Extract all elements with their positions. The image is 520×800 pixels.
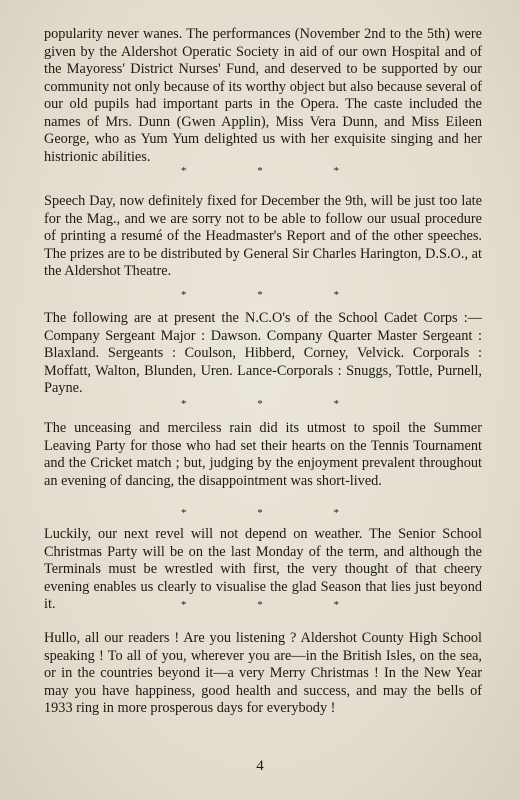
separator-3: * * * [181,398,373,410]
paragraph-leaving-party: The unceasing and merciless rain did its utmost to spoil the Summer Leaving Party for those who had set their hearts on the Tennis Tournament and the Cricket match ; but, judging by the enjoyment prevalent throughout an evening of dancing, the disappointment was short-lived. [44,420,482,489]
separator-5: * * * [181,599,373,611]
separator-1: * * * [181,165,373,177]
separator-4: * * * [181,507,373,519]
paragraph-greeting: Hullo, all our readers ! Are you listening ? Aldershot County High School speaking ! To all of you, wherever you are—in the British Isles, on the sea, or in the countries beyond it—a very Merry Christmas ! In the New Year may you have happiness, good health and success, and may the bells of 1933 ring in more prosperous days for everybody ! [44,630,482,716]
page-number: 4 [256,758,264,774]
paragraph-cadet-corps: The following are at present the N.C.O's of the School Cadet Corps :—Company Sergeant Major : Dawson. Company Quarter Master Sergeant : Blaxland. Sergeants : Coulson, Hibberd, Corney, Velvick. Corporals : Moffatt, Walton, Blunden, Uren. Lance-Corporals : Snuggs, Tottle, Purnell, Payne. [44,310,482,396]
paragraph-christmas-party: Luckily, our next revel will not depend on weather. The Senior School Christmas Party will be on the last Monday of the term, and although the Terminals must be wrestled with first, the very thought of that cheery evening enables us clearly to visualise the glad Season that lies just beyond it. [44,526,482,612]
paragraph-opera: popularity never wanes. The performances (November 2nd to the 5th) were given by the Aldershot Operatic Society in aid of our own Hospital and of the Mayoress' District Nurses' Fund, and deserved to be supported by our community not only because of its worthy object but also because several of our old pupils had important parts in the Opera. The caste included the names of Mrs. Dunn (Gwen Applin), Miss Vera Dunn, and Miss Eileen George, who as Yum Yum delighted us with her exquisite singing and her histrionic abilities. [44,26,482,165]
paragraph-speech-day: Speech Day, now definitely fixed for December the 9th, will be just too late for the Mag., and we are sorry not to be able to follow our usual procedure of printing a resumé of the Headmaster's Report and of the other speeches. The prizes are to be distributed by General Sir Charles Harington, D.S.O., at the Aldershot Theatre. [44,193,482,279]
separator-2: * * * [181,289,373,301]
